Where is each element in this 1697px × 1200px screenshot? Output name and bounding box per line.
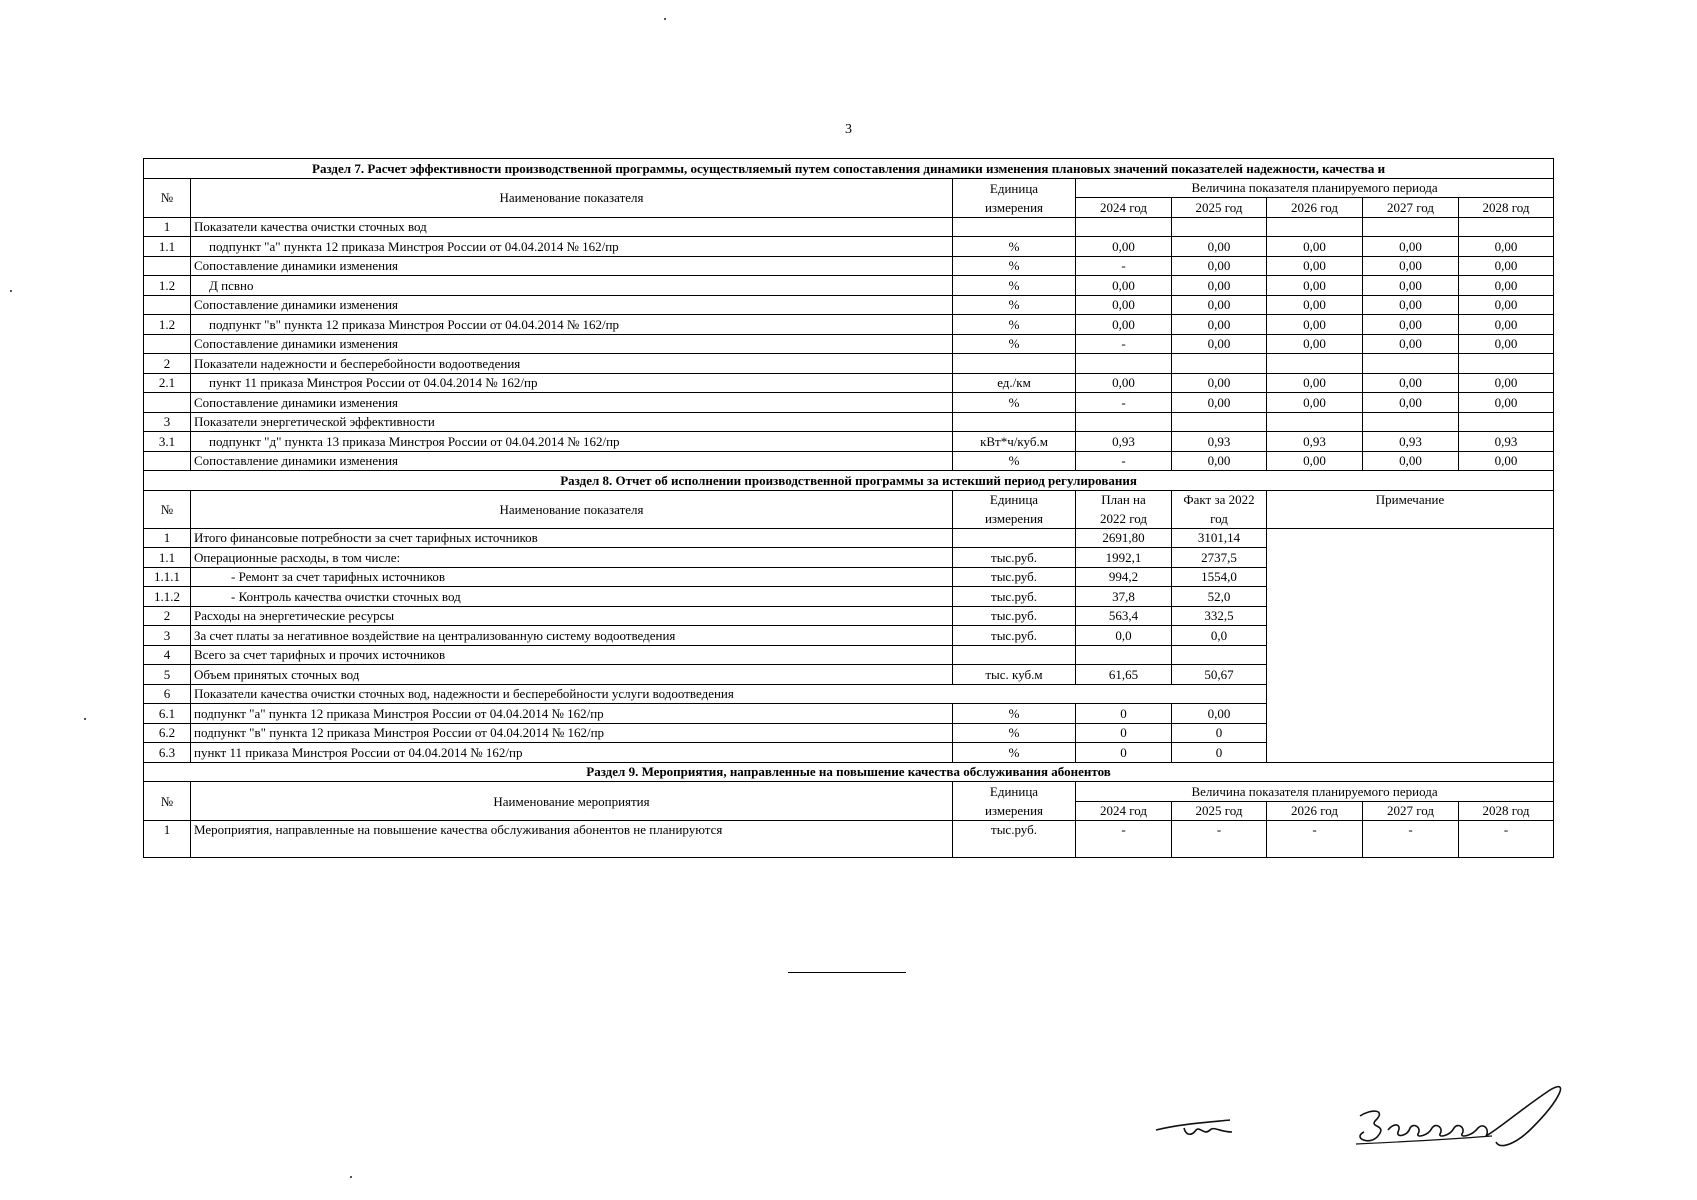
year-value: 0,93 [1363, 432, 1459, 452]
plan-value [1076, 645, 1172, 665]
year-value: 0,00 [1267, 315, 1363, 335]
section7-data-row [144, 373, 1554, 393]
unit: тыс.руб. [953, 606, 1076, 626]
indicator-name: подпункт "в" пункта 12 приказа Минстроя России от 04.04.2014 № 162/пр [191, 315, 953, 335]
row-number: 2 [144, 354, 191, 374]
year-value: 0,00 [1267, 295, 1363, 315]
section9-data-row [144, 821, 1554, 858]
report-table-body [144, 159, 1554, 858]
indicator-name: За счет платы за негативное воздействие на централизованную систему водоотведения [191, 626, 953, 646]
row-number: 1.1 [144, 237, 191, 257]
year-value: 0,00 [1363, 393, 1459, 413]
year-value: - [1363, 821, 1459, 858]
section7-title-row [144, 159, 1554, 179]
year-value [1076, 354, 1172, 374]
year-value: 0,93 [1172, 432, 1267, 452]
scan-speck [664, 18, 666, 20]
year-value: 0,00 [1363, 276, 1459, 296]
plan-value: 994,2 [1076, 567, 1172, 587]
plan-value: 0 [1076, 704, 1172, 724]
unit: % [953, 295, 1076, 315]
row-number: 1 [144, 217, 191, 237]
divider-line [788, 972, 906, 973]
indicator-name: Сопоставление динамики изменения [191, 334, 953, 354]
indicator-name: пункт 11 приказа Минстроя России от 04.04.2014 № 162/пр [191, 743, 953, 763]
unit: тыс. куб.м [953, 665, 1076, 685]
fact-value [1172, 645, 1267, 665]
fact-value: 0,0 [1172, 626, 1267, 646]
indicator-name: Сопоставление динамики изменения [191, 393, 953, 413]
unit: % [953, 315, 1076, 335]
year-value: 0,00 [1267, 334, 1363, 354]
indicator-name: Сопоставление динамики изменения [191, 451, 953, 471]
year-value: - [1076, 821, 1172, 858]
row-number [144, 393, 191, 413]
year-value [1459, 354, 1554, 374]
indicator-name: Показатели энергетической эффективности [191, 412, 953, 432]
year-value: - [1172, 821, 1267, 858]
year-value: 0,00 [1172, 295, 1267, 315]
scan-speck [10, 290, 12, 292]
year-value: 0,00 [1363, 256, 1459, 276]
scan-speck [350, 1176, 352, 1178]
unit: % [953, 276, 1076, 296]
fact-value: 52,0 [1172, 587, 1267, 607]
section9-year-header: 2024 год [1076, 801, 1172, 821]
year-value: 0,00 [1267, 393, 1363, 413]
year-value: 0,00 [1076, 373, 1172, 393]
year-value: 0,00 [1172, 393, 1267, 413]
section7-data-row [144, 451, 1554, 471]
plan-value: 0 [1076, 723, 1172, 743]
row-number: 3 [144, 626, 191, 646]
section9-col-no: № [144, 782, 191, 821]
row-number: 2.1 [144, 373, 191, 393]
indicator-name: подпункт "а" пункта 12 приказа Минстроя России от 04.04.2014 № 162/пр [191, 237, 953, 257]
section7-col-unit: Единица [953, 178, 1076, 198]
indicator-name: Итого финансовые потребности за счет тарифных источников [191, 528, 953, 548]
year-value: 0,00 [1459, 451, 1554, 471]
section9-title-row [144, 762, 1554, 782]
unit [953, 354, 1076, 374]
year-value [1363, 412, 1459, 432]
unit: ед./км [953, 373, 1076, 393]
year-value: 0,00 [1172, 334, 1267, 354]
year-value: 0,00 [1172, 315, 1267, 335]
year-value: 0,00 [1172, 256, 1267, 276]
unit: тыс.руб. [953, 587, 1076, 607]
year-value: - [1076, 256, 1172, 276]
measure-name: Мероприятия, направленные на повышение качества обслуживания абонентов не планируются [191, 821, 953, 858]
row-number: 1 [144, 821, 191, 858]
signature-graphic [1140, 1080, 1640, 1160]
section8-data-row [144, 528, 1554, 548]
year-value: 0,00 [1076, 315, 1172, 335]
section7-header-row-1 [144, 178, 1554, 198]
section7-data-row [144, 334, 1554, 354]
unit: тыс.руб. [953, 821, 1076, 858]
unit: % [953, 451, 1076, 471]
row-number [144, 256, 191, 276]
row-number: 6.3 [144, 743, 191, 763]
year-value: - [1076, 393, 1172, 413]
year-value: 0,00 [1459, 237, 1554, 257]
year-value: 0,00 [1267, 276, 1363, 296]
year-value [1076, 217, 1172, 237]
row-number: 2 [144, 606, 191, 626]
section8-col-plan-2: 2022 год [1076, 509, 1172, 528]
indicator-name: Сопоставление динамики изменения [191, 295, 953, 315]
indicator-name: подпункт "д" пункта 13 приказа Минстроя России от 04.04.2014 № 162/пр [191, 432, 953, 452]
section9-header-row-1 [144, 782, 1554, 802]
section7-data-row [144, 295, 1554, 315]
indicator-name: Показатели качества очистки сточных вод [191, 217, 953, 237]
year-value: 0,00 [1363, 451, 1459, 471]
indicator-name: Расходы на энергетические ресурсы [191, 606, 953, 626]
page-number: 3 [845, 122, 852, 137]
section7-col-period: Величина показателя планируемого периода [1076, 178, 1554, 198]
section9-col-unit: Единица [953, 782, 1076, 802]
year-value: 0,00 [1363, 237, 1459, 257]
row-number [144, 334, 191, 354]
indicator-name: Показатели надежности и бесперебойности водоотведения [191, 354, 953, 374]
indicator-name: подпункт "а" пункта 12 приказа Минстроя России от 04.04.2014 № 162/пр [191, 704, 953, 724]
year-value: - [1459, 821, 1554, 858]
section7-data-row [144, 237, 1554, 257]
section7-col-no: № [144, 178, 191, 217]
year-value: 0,00 [1172, 451, 1267, 471]
unit [953, 412, 1076, 432]
row-number: 1.1.2 [144, 587, 191, 607]
indicator-name: Всего за счет тарифных и прочих источников [191, 645, 953, 665]
row-number: 6 [144, 684, 191, 704]
unit: % [953, 723, 1076, 743]
section9-year-header: 2026 год [1267, 801, 1363, 821]
section7-data-row [144, 393, 1554, 413]
year-value [1267, 217, 1363, 237]
fact-value: 332,5 [1172, 606, 1267, 626]
row-number: 3 [144, 412, 191, 432]
year-value: 0,00 [1267, 373, 1363, 393]
unit: % [953, 334, 1076, 354]
unit: тыс.руб. [953, 548, 1076, 568]
year-value: 0,00 [1172, 276, 1267, 296]
fact-value: 0 [1172, 743, 1267, 763]
year-value: 0,00 [1363, 373, 1459, 393]
row-number: 6.2 [144, 723, 191, 743]
year-value: 0,00 [1363, 334, 1459, 354]
indicator-name: Показатели качества очистки сточных вод, надежности и бесперебойности услуги водоотведения [191, 684, 1267, 704]
section7-year-header: 2026 год [1267, 198, 1363, 218]
unit: кВт*ч/куб.м [953, 432, 1076, 452]
unit [953, 645, 1076, 665]
year-value [1267, 412, 1363, 432]
year-value: 0,00 [1172, 237, 1267, 257]
year-value: - [1267, 821, 1363, 858]
year-value: 0,00 [1459, 334, 1554, 354]
section7-data-row [144, 354, 1554, 374]
indicator-name: - Ремонт за счет тарифных источников [191, 567, 953, 587]
row-number: 6.1 [144, 704, 191, 724]
section7-data-row [144, 217, 1554, 237]
year-value: 0,00 [1363, 295, 1459, 315]
section7-title: Раздел 7. Расчет эффективности производственной программы, осуществляемый путем сопоставления динамики изменения плановых значений показателей надежности, качества и [144, 159, 1554, 179]
indicator-name: Д псвно [191, 276, 953, 296]
unit [953, 217, 1076, 237]
section9-year-header: 2027 год [1363, 801, 1459, 821]
section8-col-note: Примечание [1267, 490, 1554, 528]
fact-value: 3101,14 [1172, 528, 1267, 548]
row-number: 5 [144, 665, 191, 685]
year-value: 0,93 [1076, 432, 1172, 452]
year-value: 0,00 [1267, 256, 1363, 276]
plan-value: 563,4 [1076, 606, 1172, 626]
section7-col-unit-2: измерения [953, 198, 1076, 218]
indicator-name: Операционные расходы, в том числе: [191, 548, 953, 568]
row-number: 1.2 [144, 276, 191, 296]
section7-year-header: 2028 год [1459, 198, 1554, 218]
section7-data-row [144, 256, 1554, 276]
unit: тыс.руб. [953, 567, 1076, 587]
section8-header-row-1 [144, 490, 1554, 509]
section7-data-row [144, 315, 1554, 335]
plan-value: 0,0 [1076, 626, 1172, 646]
indicator-name: Объем принятых сточных вод [191, 665, 953, 685]
unit: % [953, 743, 1076, 763]
plan-value: 61,65 [1076, 665, 1172, 685]
row-number: 1.1 [144, 548, 191, 568]
scan-speck [84, 718, 86, 720]
section8-col-unit: Единица [953, 490, 1076, 509]
year-value: 0,00 [1172, 373, 1267, 393]
year-value: 0,93 [1267, 432, 1363, 452]
section7-data-row [144, 412, 1554, 432]
fact-value: 50,67 [1172, 665, 1267, 685]
row-number [144, 451, 191, 471]
section7-year-header: 2025 год [1172, 198, 1267, 218]
section9-title: Раздел 9. Мероприятия, направленные на повышение качества обслуживания абонентов [144, 762, 1554, 782]
plan-value: 37,8 [1076, 587, 1172, 607]
year-value [1172, 217, 1267, 237]
year-value: 0,00 [1459, 373, 1554, 393]
indicator-name: пункт 11 приказа Минстроя России от 04.04.2014 № 162/пр [191, 373, 953, 393]
section8-title-row [144, 471, 1554, 491]
indicator-name: подпункт "в" пункта 12 приказа Минстроя России от 04.04.2014 № 162/пр [191, 723, 953, 743]
row-number: 3.1 [144, 432, 191, 452]
year-value [1172, 354, 1267, 374]
year-value: 0,93 [1459, 432, 1554, 452]
year-value [1172, 412, 1267, 432]
unit: % [953, 237, 1076, 257]
section8-col-name: Наименование показателя [191, 490, 953, 528]
year-value: - [1076, 451, 1172, 471]
unit: тыс.руб. [953, 626, 1076, 646]
plan-value: 2691,80 [1076, 528, 1172, 548]
section8-col-no: № [144, 490, 191, 528]
year-value: - [1076, 334, 1172, 354]
section9-col-unit-2: измерения [953, 801, 1076, 821]
year-value: 0,00 [1459, 295, 1554, 315]
section8-col-fact-2: год [1172, 509, 1267, 528]
row-number: 4 [144, 645, 191, 665]
section7-year-header: 2027 год [1363, 198, 1459, 218]
section9-col-period: Величина показателя планируемого периода [1076, 782, 1554, 802]
year-value [1363, 354, 1459, 374]
year-value: 0,00 [1076, 237, 1172, 257]
note-cell [1267, 528, 1554, 762]
section8-col-fact: Факт за 2022 [1172, 490, 1267, 509]
section7-year-header: 2024 год [1076, 198, 1172, 218]
year-value [1267, 354, 1363, 374]
fact-value: 0 [1172, 723, 1267, 743]
year-value: 0,00 [1076, 276, 1172, 296]
year-value: 0,00 [1459, 315, 1554, 335]
fact-value: 2737,5 [1172, 548, 1267, 568]
section8-col-plan: План на [1076, 490, 1172, 509]
unit: % [953, 393, 1076, 413]
year-value [1459, 217, 1554, 237]
section7-col-name: Наименование показателя [191, 178, 953, 217]
year-value: 0,00 [1076, 295, 1172, 315]
section8-col-unit-2: измерения [953, 509, 1076, 528]
year-value: 0,00 [1267, 237, 1363, 257]
row-number: 1.2 [144, 315, 191, 335]
report-table [143, 158, 1554, 858]
section9-year-header: 2025 год [1172, 801, 1267, 821]
year-value: 0,00 [1459, 276, 1554, 296]
row-number [144, 295, 191, 315]
indicator-name: Сопоставление динамики изменения [191, 256, 953, 276]
year-value [1363, 217, 1459, 237]
unit: % [953, 704, 1076, 724]
row-number: 1.1.1 [144, 567, 191, 587]
plan-value: 1992,1 [1076, 548, 1172, 568]
row-number: 1 [144, 528, 191, 548]
year-value: 0,00 [1459, 256, 1554, 276]
year-value [1076, 412, 1172, 432]
section8-title: Раздел 8. Отчет об исполнении производственной программы за истекший период регулирования [144, 471, 1554, 491]
section9-col-name: Наименование мероприятия [191, 782, 953, 821]
unit: % [953, 256, 1076, 276]
section9-year-header: 2028 год [1459, 801, 1554, 821]
indicator-name: - Контроль качества очистки сточных вод [191, 587, 953, 607]
year-value: 0,00 [1459, 393, 1554, 413]
signature [1140, 1080, 1640, 1165]
section7-data-row [144, 432, 1554, 452]
plan-value: 0 [1076, 743, 1172, 763]
year-value [1459, 412, 1554, 432]
year-value: 0,00 [1267, 451, 1363, 471]
unit [953, 528, 1076, 548]
fact-value: 1554,0 [1172, 567, 1267, 587]
section7-data-row [144, 276, 1554, 296]
year-value: 0,00 [1363, 315, 1459, 335]
fact-value: 0,00 [1172, 704, 1267, 724]
